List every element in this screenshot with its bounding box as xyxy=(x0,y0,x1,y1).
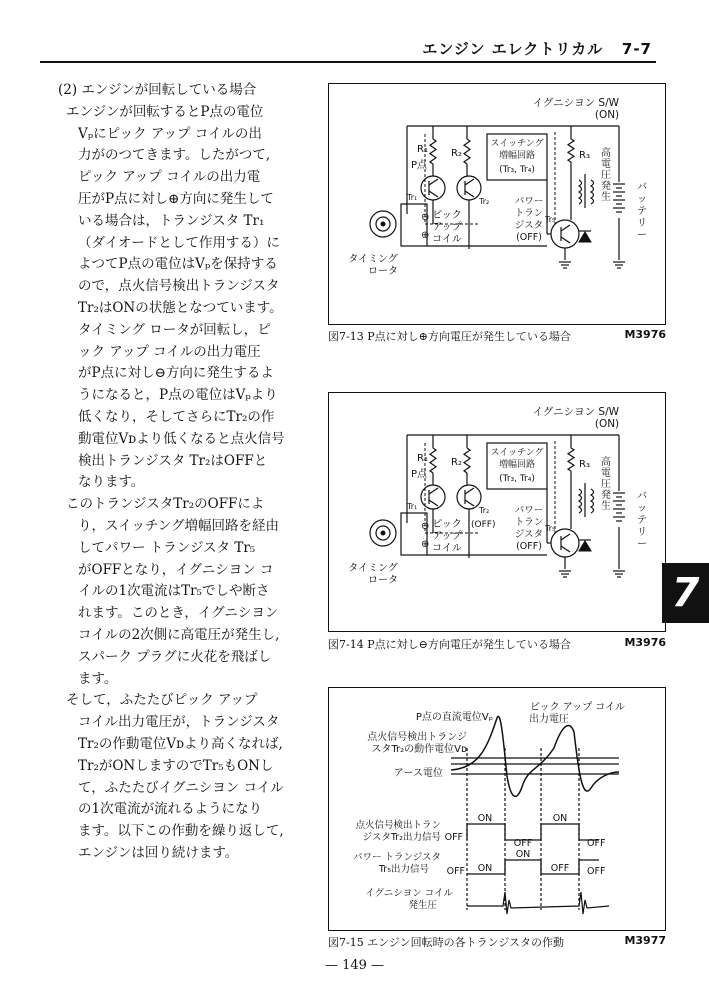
off-label: OFF xyxy=(446,866,465,877)
timing-diagram xyxy=(329,688,665,930)
rotor-label-2: ロータ xyxy=(368,575,398,586)
tr5-signal-label-1: パワー トランジスタ xyxy=(353,852,441,863)
body-line: Tr₂の作動電位Vᴅより高くなれば, xyxy=(78,735,283,752)
circuit-diagram xyxy=(329,393,665,631)
diode xyxy=(579,541,591,551)
amp-label: 増幅回路 xyxy=(498,460,536,470)
hv-label: 高 xyxy=(601,148,611,159)
body-line: 圧がP点に対し⊕方向に発生して xyxy=(78,190,274,207)
timing-rotor-shaft xyxy=(381,531,386,536)
p-point-label: P点 xyxy=(411,469,428,480)
hv-label: 発 xyxy=(601,490,611,501)
body-line: よつてP点の電位はVₚを保持する xyxy=(78,256,278,273)
circuit-diagram xyxy=(329,84,665,324)
figure-code: M3976 xyxy=(624,328,666,341)
on-label: ON xyxy=(477,863,493,874)
on-label: (ON) xyxy=(594,418,620,430)
body-line: そして，ふたたびピック アップ xyxy=(66,692,258,709)
body-line: タイミング ロータが回転し，ピ xyxy=(78,321,271,338)
plus-label: ⊕ xyxy=(421,230,430,241)
pickup-out-label-1: ピック アップ コイル xyxy=(530,702,625,713)
tr2-signal-label-2: ジスタTr₂出力信号 xyxy=(362,832,441,843)
body-line: コイルの2次側に高電圧が発生し, xyxy=(78,626,280,643)
pickup-label-1: ピック xyxy=(432,210,462,221)
page-number: — 149 — xyxy=(324,958,385,973)
plus-label: ⊕ xyxy=(421,539,430,550)
on-label: ON xyxy=(515,849,531,860)
caption-text: 図7-14 P点に対し⊖方向電圧が発生している場合 xyxy=(328,638,571,651)
on-label: ON xyxy=(552,813,568,824)
body-line: ック アップ コイルの出力電圧 xyxy=(78,343,261,360)
body-line: なります。 xyxy=(78,474,145,491)
resistor xyxy=(430,139,436,164)
power-label-2: トラン xyxy=(514,208,544,219)
battery-label: ー xyxy=(637,230,647,241)
header-section: 7-7 xyxy=(621,40,652,58)
body-line: エンジンが回転するとP点の電位 xyxy=(66,103,264,120)
body-line: 動電位Vᴅより低くなると点火信号 xyxy=(78,430,285,447)
vp-label: P点の直流電位Vₚ xyxy=(415,712,493,723)
minus-label: ⊖ xyxy=(421,212,430,223)
hv-label: 生 xyxy=(601,501,611,512)
r2-label: R₂ xyxy=(451,457,462,468)
chapter-tab: 7 xyxy=(662,563,709,623)
body-line: Tr₂がONしますのでTr₅もONし xyxy=(78,757,274,774)
body-line: 検出トランジスタ Tr₂はOFFと xyxy=(78,452,268,469)
tr5-symbol xyxy=(551,529,579,557)
pickup-label-2: アップ xyxy=(432,531,462,542)
hv-label: 電 xyxy=(601,159,611,170)
resistor xyxy=(464,139,470,164)
body-line: （ダイオードとして作用する）に xyxy=(78,234,280,251)
battery-label: テ xyxy=(637,515,647,526)
body-text xyxy=(58,80,310,865)
body-line: (2) エンジンが回転している場合 xyxy=(58,82,257,98)
rotor-label-2: ロータ xyxy=(368,266,398,277)
diode xyxy=(579,232,591,242)
body-line: エンジンは回り続けます。 xyxy=(78,844,239,861)
caption-7-15 xyxy=(328,934,668,950)
resistor xyxy=(430,448,436,473)
on-label: (ON) xyxy=(594,109,620,121)
caption-text: 図7-15 エンジン回転時の各トランジスタの作動 xyxy=(328,936,565,949)
tr2-signal xyxy=(467,824,599,840)
ignition-label: イグニシヨン S/W xyxy=(532,97,619,109)
power-label-1: パワー xyxy=(514,196,544,207)
hv-label: 生 xyxy=(601,192,611,203)
vd-label-2: スタTr₂の動作電位Vᴅ xyxy=(371,744,467,755)
earth-label: アース電位 xyxy=(393,768,443,779)
body-line: 力がのつてきます。したがつて, xyxy=(78,147,271,164)
r3-label: R₃ xyxy=(579,459,590,470)
pickup-label-3: コイル xyxy=(432,543,462,554)
pickup-label-2: アップ xyxy=(432,222,462,233)
battery-label: ッ xyxy=(637,194,647,205)
body-line: ので，点火信号検出トランジスタ xyxy=(78,278,280,295)
tr2-state-label: (OFF) xyxy=(471,520,496,530)
amp-label: 増幅回路 xyxy=(498,151,536,161)
off-label: OFF xyxy=(513,838,533,849)
ignition-coil xyxy=(591,180,594,204)
body-line: ます。以下この作動を繰り返して, xyxy=(78,823,284,840)
ignition-coil xyxy=(591,489,594,513)
figure-7-14 xyxy=(328,392,666,632)
power-label-3: ジスタ xyxy=(514,529,544,540)
tr1-label: Tr₁ xyxy=(407,502,418,511)
figure-7-13 xyxy=(328,83,666,325)
ignition-voltage xyxy=(467,892,609,914)
battery-label: テ xyxy=(637,206,647,217)
r2-label: R₂ xyxy=(451,148,462,159)
body-line: うになると，P点の電位はVₚより xyxy=(78,387,278,404)
ign-label-1: イグニシヨン コイル xyxy=(365,888,453,899)
hv-label: 発 xyxy=(601,181,611,192)
body-line: ピック アップ コイルの出力電 xyxy=(78,169,261,186)
resistor xyxy=(464,448,470,473)
battery-label: ッ xyxy=(637,503,647,514)
ignition-coil xyxy=(579,180,582,204)
header-title: エンジン エレクトリカル xyxy=(422,40,604,58)
tr2-symbol xyxy=(457,176,481,200)
r1-label: R₁ xyxy=(417,144,428,155)
rotor-label-1: タイミング xyxy=(348,563,398,574)
battery-label: バ xyxy=(637,182,647,193)
ignition-coil xyxy=(579,489,582,513)
body-line: いる場合は，トランジスタ Tr₁ xyxy=(78,212,265,229)
off-label: OFF xyxy=(550,863,570,874)
body-line: り，スイッチング増幅回路を経由 xyxy=(78,517,280,534)
body-line: してパワー トランジスタ Tr₅ xyxy=(78,539,256,556)
page-header xyxy=(330,38,652,59)
resistor xyxy=(568,448,574,471)
p-point-label: P点 xyxy=(411,160,428,171)
figure-7-15 xyxy=(328,687,666,931)
tr5-symbol xyxy=(551,220,579,248)
caption-7-13 xyxy=(328,328,668,344)
timing-rotor-shaft xyxy=(381,222,386,227)
body-line: 低くなり，そしてさらにTr₂の作 xyxy=(78,408,275,425)
item-number: (2) xyxy=(58,82,82,98)
tr34-label: (Tr₃, Tr₄) xyxy=(499,474,535,484)
header-rule xyxy=(40,61,656,63)
battery-label: リ xyxy=(637,218,647,229)
resistor xyxy=(568,139,574,162)
body-line: がOFFとなり，イグニシヨン コ xyxy=(78,561,274,578)
power-label-3: ジスタ xyxy=(514,220,544,231)
body-line: がP点に対し⊖方向に発生するよ xyxy=(78,365,274,382)
tr2-signal-label-1: 点火信号検出トラン xyxy=(355,820,441,831)
figure-code: M3977 xyxy=(624,934,666,947)
off-label: OFF xyxy=(587,866,606,877)
tr2-symbol xyxy=(457,485,481,509)
power-off-label: (OFF) xyxy=(516,232,542,243)
caption-7-14 xyxy=(328,636,668,652)
off-label: OFF xyxy=(444,832,463,843)
body-line: て，ふたたびイグニシヨン コイル xyxy=(78,779,284,796)
off-label: OFF xyxy=(587,838,606,849)
body-line: イルの1次電流はTr₅でしや断さ xyxy=(78,583,270,600)
r3-label: R₃ xyxy=(579,150,590,161)
body-line: の1次電流が流れるようになり xyxy=(78,801,263,818)
body-line: Tr₂はONの状態となつています。 xyxy=(78,299,283,316)
vd-label-1: 点火信号検出トランジ xyxy=(367,732,467,743)
ignition-label: イグニシヨン S/W xyxy=(532,406,619,418)
rotor-label-1: タイミング xyxy=(348,254,398,265)
power-label-1: パワー xyxy=(514,505,544,516)
body-line: れます。このとき，イグニシヨン xyxy=(78,605,279,622)
body-line: このトランジスタTr₂のOFFによ xyxy=(66,496,265,513)
hv-label: 電 xyxy=(601,468,611,479)
on-label: ON xyxy=(477,813,493,824)
caption-text: 図7-13 P点に対し⊕方向電圧が発生している場合 xyxy=(328,330,571,343)
pickup-label-1: ピック xyxy=(432,519,462,530)
tr1-label: Tr₁ xyxy=(407,193,418,202)
tr2-label: Tr₂ xyxy=(479,506,490,515)
battery-label: リ xyxy=(637,527,647,538)
tr5-label: Tr₅ xyxy=(545,524,556,533)
tr5-signal-label-2: Tr₅出力信号 xyxy=(378,864,429,875)
hv-label: 圧 xyxy=(601,479,611,490)
body-line: スパーク プラグに火花を飛ばし xyxy=(78,648,272,665)
switching-label: スイッチング xyxy=(490,139,544,149)
tr5-label: Tr₅ xyxy=(545,215,556,224)
body-line: ます。 xyxy=(78,670,118,687)
battery-label: ー xyxy=(637,539,647,550)
tr2-label: Tr₂ xyxy=(479,197,490,206)
minus-label: ⊖ xyxy=(421,521,430,532)
battery-label: バ xyxy=(637,491,647,502)
r1-label: R₁ xyxy=(417,453,428,464)
power-off-label: (OFF) xyxy=(516,541,542,552)
power-label-2: トラン xyxy=(514,517,544,528)
ign-label-2: 発生圧 xyxy=(408,900,437,911)
switching-label: スイッチング xyxy=(490,448,544,458)
figure-code: M3976 xyxy=(624,636,666,649)
hv-label: 高 xyxy=(601,457,611,468)
body-line: コイル出力電圧が，トランジスタ xyxy=(78,714,280,731)
body-line: Vₚにピック アップ コイルの出 xyxy=(78,125,262,142)
pickup-waveform xyxy=(451,716,619,796)
hv-label: 圧 xyxy=(601,170,611,181)
tr34-label: (Tr₃, Tr₄) xyxy=(499,165,535,175)
body-lines xyxy=(58,80,310,865)
pickup-label-3: コイル xyxy=(432,234,462,245)
pickup-out-label-2: 出力電圧 xyxy=(529,714,569,725)
